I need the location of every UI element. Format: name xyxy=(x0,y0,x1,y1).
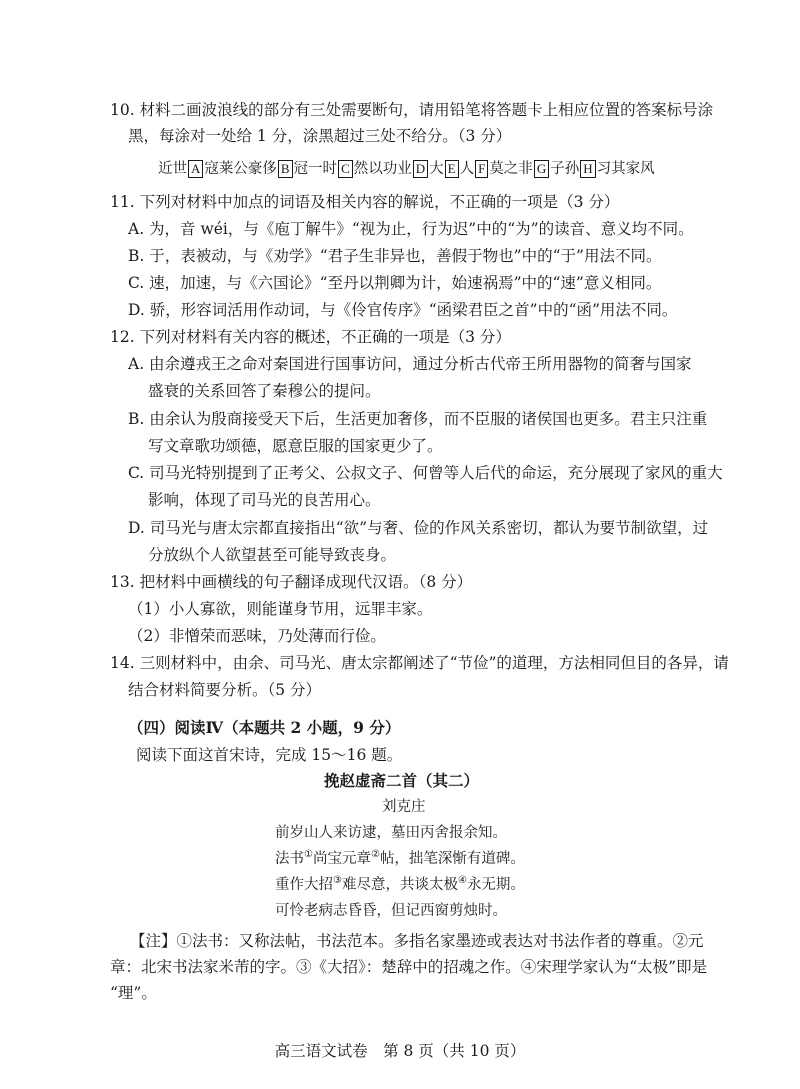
answer-box-a[interactable]: A xyxy=(188,160,203,178)
note-line-3: “理”。 xyxy=(110,984,157,1002)
answer-box-d[interactable]: D xyxy=(413,160,428,178)
answer-box-h[interactable]: H xyxy=(580,160,595,178)
poem-text: 尚宝元章 xyxy=(312,851,371,867)
q11-option-b: B. 于，表被动，与《劝学》“君子生非异也，善假于物也”中的“于”用法不同。 xyxy=(128,247,662,265)
q12-option-d-line2: 分放纵个人欲望甚至可能导致丧身。 xyxy=(148,546,397,564)
sentence-break-sequence xyxy=(158,158,655,180)
poem-text: 永无期。 xyxy=(466,877,525,893)
poem-line-4: 可怜老病志昏昏，但记西窗剪烛时。 xyxy=(275,903,507,919)
poem-author: 刘克庄 xyxy=(382,799,426,815)
q10-stem-line1: 10. 材料二画波浪线的部分有三处需要断句，请用铅笔将答题卡上相应位置的答案标号涂 xyxy=(110,101,714,119)
q13-stem: 13. 把材料中画横线的句子翻译成现代汉语。（8 分） xyxy=(110,573,473,591)
q11-option-c: C. 速，加速，与《六国论》“至丹以荆卿为计，始速祸焉”中的“速”意义相同。 xyxy=(128,274,662,292)
poem-text: 难尽意，共谈太极 xyxy=(341,877,458,893)
seq-text: 习其家风 xyxy=(596,161,655,177)
note-line-1: 【注】①法书：又称法帖，书法范本。多指名家墨迹或表达对书法作者的尊重。②元 xyxy=(130,932,704,950)
q11-option-a: A. 为，音 wéi，与《庖丁解牛》“视为止，行为迟”中的“为”的读音、意义均不同。 xyxy=(128,220,694,238)
q12-option-c-line2: 影响，体现了司马光的良苦用心。 xyxy=(148,491,381,509)
q11-stem: 11. 下列对材料中加点的词语及相关内容的解说，不正确的一项是（3 分） xyxy=(110,193,620,211)
q14-stem-line1: 14. 三则材料中，由余、司马光、唐太宗都阐述了“节俭”的道理，方法相同但目的各异，请 xyxy=(110,654,729,672)
seq-text: 近世 xyxy=(158,161,187,177)
poem-text: 帖，拙笔深惭有道碑。 xyxy=(379,851,525,867)
q14-stem-line2: 结合材料简要分析。（5 分） xyxy=(128,681,322,699)
seq-text: 然以功业 xyxy=(353,161,412,177)
note-marker-4: ④ xyxy=(457,875,467,887)
poem-text: 重作大招 xyxy=(275,877,333,893)
poem-line-3 xyxy=(275,874,525,896)
q10-stem-line2: 黑，每涂对一处给 1 分，涂黑超过三处不给分。（3 分） xyxy=(128,127,512,145)
page-footer: 高三语文试卷 第 8 页（共 10 页） xyxy=(274,1042,526,1060)
answer-box-b[interactable]: B xyxy=(278,160,293,178)
q12-stem: 12. 下列对材料有关内容的概述，不正确的一项是（3 分） xyxy=(110,328,511,346)
seq-text: 人 xyxy=(459,161,475,177)
section-intro: 阅读下面这首宋诗，完成 15～16 题。 xyxy=(136,746,403,764)
answer-box-e[interactable]: E xyxy=(445,160,459,178)
section-heading: （四）阅读Ⅳ（本题共 2 小题，9 分） xyxy=(128,718,401,737)
q11-option-d: D. 骄，形容词活用作动词，与《伶官传序》“函梁君臣之首”中的“函”用法不同。 xyxy=(128,301,678,319)
answer-box-f[interactable]: F xyxy=(475,160,488,178)
q12-option-c-line1: C. 司马光特别提到了正考父、公叔文子、何曾等人后代的命运，充分展现了家风的重大 xyxy=(128,464,723,482)
seq-text: 冠一时 xyxy=(293,161,338,177)
q12-option-b-line1: B. 由余认为殷商接受天下后，生活更加奢侈，而不臣服的诸侯国也更多。君主只注重 xyxy=(128,410,708,428)
q12-option-b-line2: 写文章歌功颂德，愿意臣服的国家更少了。 xyxy=(148,437,443,455)
poem-line-1: 前岁山人来访逮，墓田丙舍报余知。 xyxy=(275,825,507,841)
q13-sentence-2: （2）非憎荣而恶味，乃处薄而行俭。 xyxy=(128,627,386,645)
answer-box-c[interactable]: C xyxy=(338,160,353,178)
note-line-2: 章：北宋书法家米芾的字。③《大招》：楚辞中的招魂之作。④宋理学家认为“太极”即是 xyxy=(110,958,708,976)
q12-option-a-line1: A. 由余遵戎王之命对秦国进行国事访问，通过分析古代帝王所用器物的简奢与国家 xyxy=(128,355,692,373)
note-marker-3: ③ xyxy=(333,875,342,887)
seq-text: 寇莱公豪侈 xyxy=(204,161,277,177)
note-marker-1: ① xyxy=(304,849,313,861)
seq-text: 莫之非 xyxy=(489,161,533,177)
poem-title: 挽赵虚斋二首（其二） xyxy=(324,771,480,790)
seq-text: 大 xyxy=(429,161,444,177)
poem-text: 法书 xyxy=(275,851,304,867)
q13-sentence-1: （1）小人寡欲，则能谨身节用，远罪丰家。 xyxy=(128,600,433,618)
q12-option-a-line2: 盛衰的关系回答了秦穆公的提问。 xyxy=(148,382,381,400)
q12-option-d-line1: D. 司马光与唐太宗都直接指出“欲”与奢、俭的作风关系密切，都认为要节制欲望，过 xyxy=(128,519,709,537)
answer-box-g[interactable]: G xyxy=(534,160,549,178)
seq-text: 子孙 xyxy=(550,161,580,177)
poem-line-2 xyxy=(275,848,525,870)
note-marker-2: ② xyxy=(370,849,380,861)
